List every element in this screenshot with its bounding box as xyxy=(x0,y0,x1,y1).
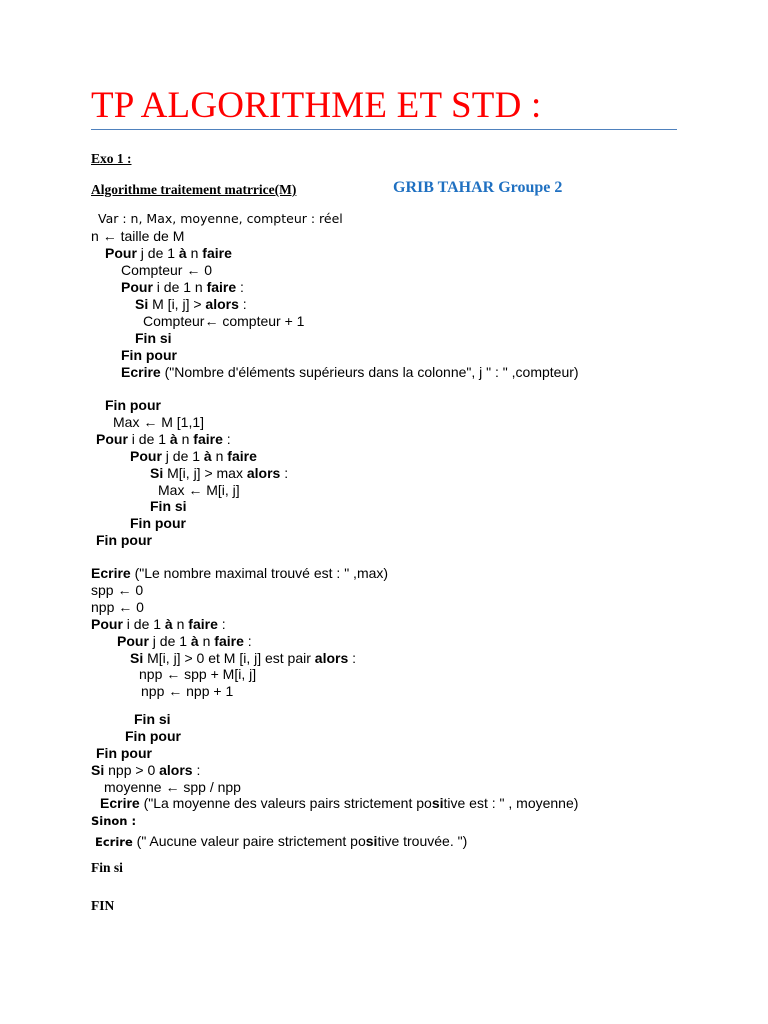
code-line: Fin pour xyxy=(125,728,181,744)
code-line: moyenne ← spp / npp xyxy=(104,779,241,795)
code-line: Ecrire ("Nombre d'éléments supérieurs dans la colonne", j " : " ,compteur) xyxy=(121,364,579,380)
variable-declaration: Var : n, Max, moyenne, compteur : réel xyxy=(98,211,343,226)
code-line: Max ← M [1,1] xyxy=(113,414,205,430)
code-line: Fin pour xyxy=(105,397,161,413)
code-line: Fin pour xyxy=(96,532,152,548)
code-line: Pour i de 1 n faire : xyxy=(121,279,244,295)
code-line: Ecrire ("La moyenne des valeurs pairs strictement positive est : " , moyenne) xyxy=(100,795,579,811)
algorithm-title: Algorithme traitement matrrice(M) xyxy=(91,182,297,197)
page-title: TP ALGORITHME ET STD : xyxy=(91,85,542,126)
code-line: Pour i de 1 à n faire : xyxy=(91,616,226,632)
fin-end: FIN xyxy=(91,898,115,913)
code-line: Si M [i, j] > alors : xyxy=(135,296,247,312)
code-line: spp ← 0 xyxy=(91,582,144,598)
code-line: Pour j de 1 à n faire xyxy=(130,448,257,464)
code-line: Fin si xyxy=(150,498,187,514)
code-line: Compteur← compteur + 1 xyxy=(143,313,305,329)
fin-si-end: Fin si xyxy=(91,860,123,875)
code-line: n ← taille de M xyxy=(91,228,185,244)
code-line: Max ← M[i, j] xyxy=(158,482,240,498)
code-line: Si M[i, j] > max alors : xyxy=(150,465,289,481)
code-line: Ecrire ("Le nombre maximal trouvé est : " ,max) xyxy=(91,565,389,581)
code-line: Pour i de 1 à n faire : xyxy=(96,431,231,447)
title-divider xyxy=(91,129,677,130)
code-line: Fin pour xyxy=(121,347,177,363)
code-line: Fin pour xyxy=(130,515,186,531)
code-line: Compteur ← 0 xyxy=(121,262,213,278)
exercise-heading: Exo 1 : xyxy=(91,151,132,166)
code-line: Fin pour xyxy=(96,745,152,761)
code-line: Si M[i, j] > 0 et M [i, j] est pair alors : xyxy=(130,650,357,666)
code-line: Fin si xyxy=(134,711,171,727)
code-line: npp ← spp + M[i, j] xyxy=(139,666,257,682)
code-line: Pour j de 1 à n faire xyxy=(105,245,232,261)
code-line: Fin si xyxy=(135,330,172,346)
code-line: Si npp > 0 alors : xyxy=(91,762,201,778)
code-line: Ecrire (" Aucune valeur paire strictement positive trouvée. ") xyxy=(95,833,468,849)
code-line: npp ← 0 xyxy=(91,599,144,615)
sinon-keyword: Sinon : xyxy=(91,814,137,828)
author-group: GRIB TAHAR Groupe 2 xyxy=(393,179,563,196)
code-line: Pour j de 1 à n faire : xyxy=(117,633,252,649)
code-line: npp ← npp + 1 xyxy=(141,683,234,699)
